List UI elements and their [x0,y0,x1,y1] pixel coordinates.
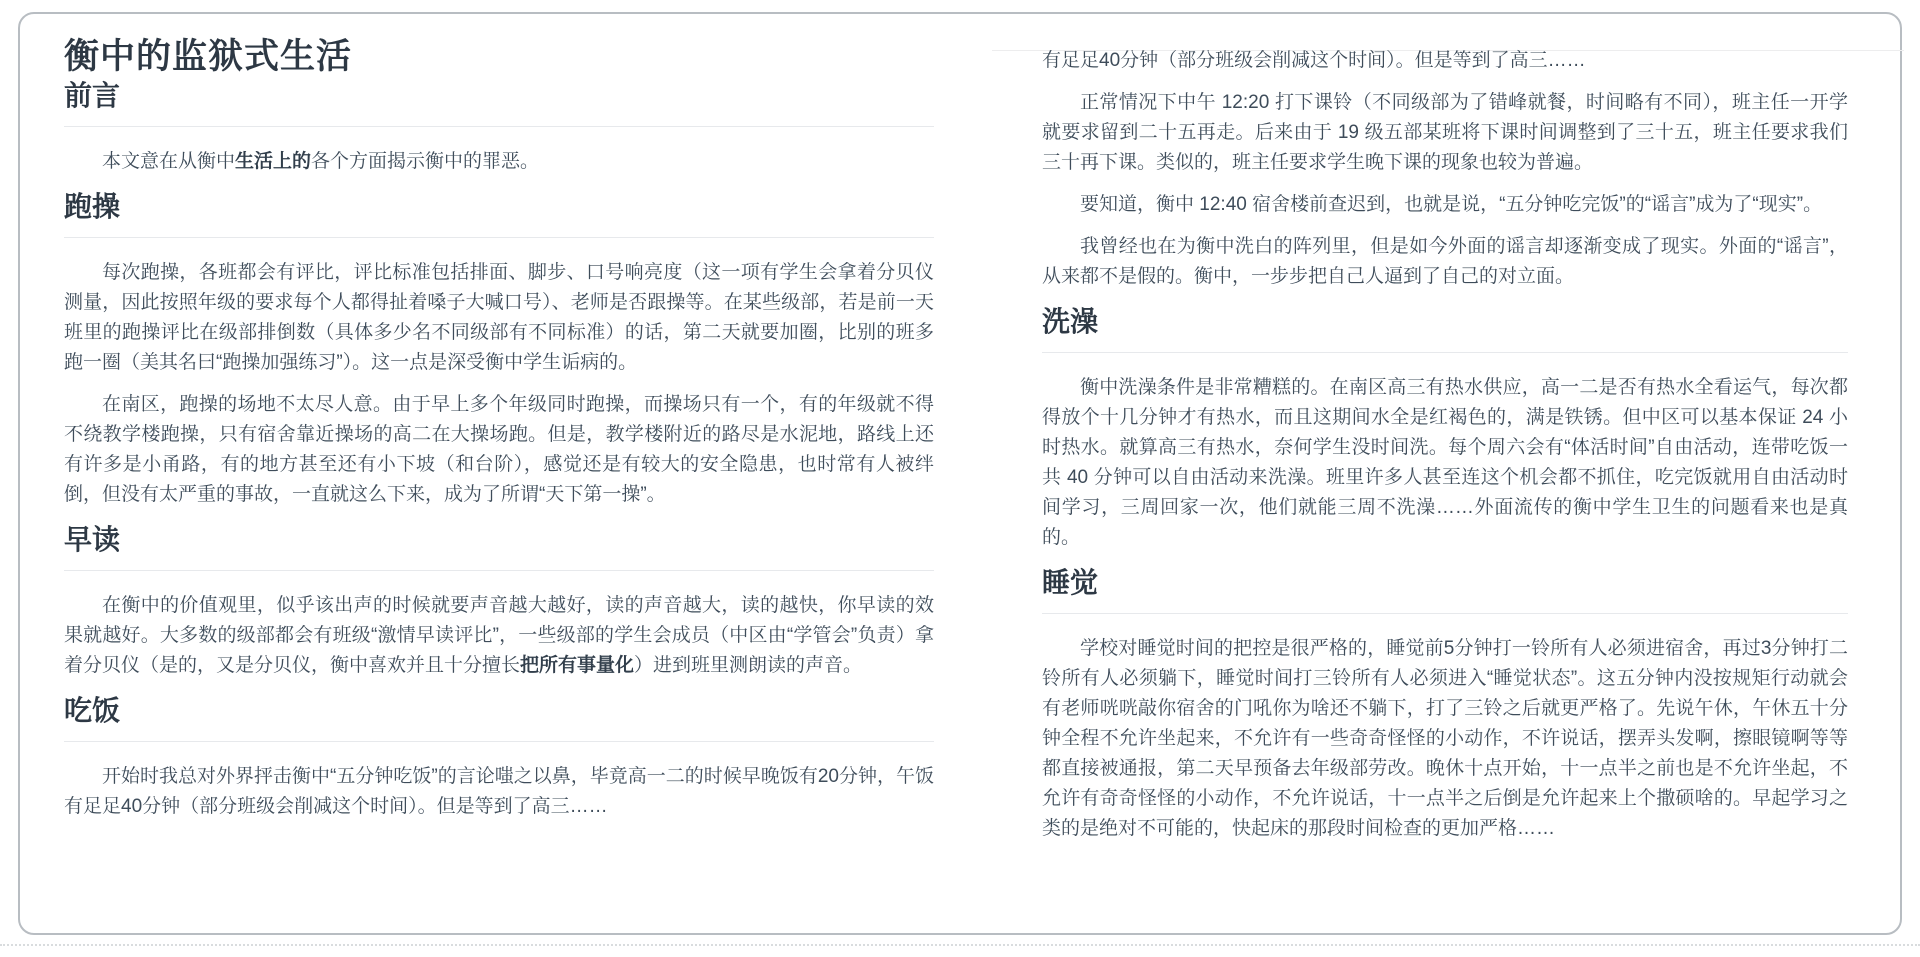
document-frame [18,12,1902,935]
bold-text-run: 把所有事量化 [520,655,635,676]
text-run: 每次跑操，各班都会有评比，评比标准包括排面、脚步、口号响亮度（这一项有学生会拿着分贝仪测量，因此按照年级的要求每个人都得扯着嗓子大喊口号）、老师是否跟操等。在某些级部，若是前一天班里的跑操评比在级部排倒数（具体多少名不同级部有不同标准）的话，第二天就要加圈，比别的班多跑一圈（美其名曰“跑操加强练习”）。这一点是深受衡中学生诟病的。 [64,262,934,373]
section [1042,46,1848,292]
paragraph [64,258,934,378]
section-heading: 前言 [64,78,934,127]
text-run: 学校对睡觉时间的把控是很严格的，睡觉前5分钟打一铃所有人必须进宿舍，再过3分钟打二铃所有人必须躺下，睡觉时间打三铃所有人必须进入“睡觉状态”。这五分钟内没按规矩行动就会有老师咣咣敲你宿舍的门吼你为啥还不躺下，打了三铃之后就更严格了。先说午休，午休五十分钟全程不允许坐起来，不允许有一些奇奇怪怪的小动作，不许说话，摆弄头发啊，擦眼镜啊等等都直接被通报，第二天早预备去年级部劳改。晚休十点开始，十一点半之前也是不允许坐起，不允许有奇奇怪怪的小动作，不允许说话，十一点半之后倒是允许起来上个撒硕啥的。早起学习之类的是绝对不可能的，快起床的那段时间检查的更加严格…… [1042,638,1848,839]
paragraph [1042,88,1848,178]
right-sections [1042,46,1848,844]
section-heading: 跑操 [64,189,934,238]
text-run: 我曾经也在为衡中洗白的阵列里，但是如今外面的谣言却逐渐变成了现实。外面的“谣言”，从来都不是假的。衡中，一步步把自己人逼到了自己的对立面。 [1042,236,1848,287]
text-run: 有足足40分钟（部分班级会削减这个时间）。但是等到了高三…… [1042,50,1586,71]
paragraph [64,147,934,177]
paragraph [64,390,934,510]
right-column [1042,14,1848,856]
text-run: 在衡中的价值观里，似乎该出声的时候就要声音越大越好，读的声音越大，读的越快，你早读的效果就越好。大多数的级部都会有班级“激情早读评比”，一些级部的学生会成员（中区由“学管会”负责）拿着分贝仪（是的，又是分贝仪，衡中喜欢并且十分擅长 [64,595,934,676]
paragraph [64,762,934,822]
text-run: 正常情况下中午 12:20 打下课铃（不同级部为了错峰就餐，时间略有不同），班主任一开学就要求留到二十五再走。后来由于 19 级五部某班将下课时间调整到了三十五，班主任要求我们三十再下课。类似的，班主任要求学生晚下课的现象也较为普遍。 [1042,92,1848,173]
paragraph [1042,190,1848,220]
document-title: 衡中的监狱式生活 [64,37,353,76]
paragraph [1042,46,1848,76]
section [64,189,934,510]
section [64,693,934,822]
page-bottom-divider [0,944,1920,946]
section [64,522,934,681]
text-run: 衡中洗澡条件是非常糟糕的。在南区高三有热水供应，高一二是否有热水全看运气，每次都得放个十几分钟才有热水，而且这期间水全是红褐色的，满是铁锈。但中区可以基本保证 24 小时热水。就算高三有热水，奈何学生没时间洗。每个周六会有“体活时间”自由活动，连带吃饭一共 40 分钟可以自由活动来洗澡。班里许多人甚至连这个机会都不抓住，吃完饭就用自由活动时间学习，三周回家一次，他们就能三周不洗澡……外面流传的衡中学生卫生的问题看来也是真的。 [1042,377,1848,548]
section [64,78,934,177]
text-run: 要知道，衡中 12:40 宿舍楼前查迟到，也就是说，“五分钟吃完饭”的“谣言”成为了“现实”。 [1080,194,1823,215]
section-heading: 睡觉 [1042,565,1848,614]
bold-text-run: 生活上的 [235,151,312,172]
left-column [64,14,934,834]
paragraph [1042,634,1848,844]
text-run: 各个方面揭示衡中的罪恶。 [311,151,540,172]
text-run: 本文意在从衡中 [102,151,236,172]
section [1042,565,1848,844]
paragraph [1042,232,1848,292]
section-heading: 吃饭 [64,693,934,742]
left-sections [64,78,934,822]
paragraph [64,591,934,681]
paragraph [1042,373,1848,553]
section-heading: 早读 [64,522,934,571]
text-run: ）进到班里测朗读的声音。 [634,655,863,676]
text-run: 开始时我总对外界抨击衡中“五分钟吃饭”的言论嗤之以鼻，毕竟高一二的时候早晚饭有20分钟，午饭有足足40分钟（部分班级会削减这个时间）。但是等到了高三…… [64,766,934,817]
section [1042,304,1848,553]
text-run: 在南区，跑操的场地不太尽人意。由于早上多个年级同时跑操，而操场只有一个，有的年级就不得不绕教学楼跑操，只有宿舍靠近操场的高二在大操场跑。但是，教学楼附近的路尽是水泥地，路线上还有许多是小甬路，有的地方甚至还有小下坡（和台阶），感觉还是有较大的安全隐患，也时常有人被绊倒，但没有太严重的事故，一直就这么下来，成为了所谓“天下第一操”。 [64,394,934,505]
section-heading: 洗澡 [1042,304,1848,353]
